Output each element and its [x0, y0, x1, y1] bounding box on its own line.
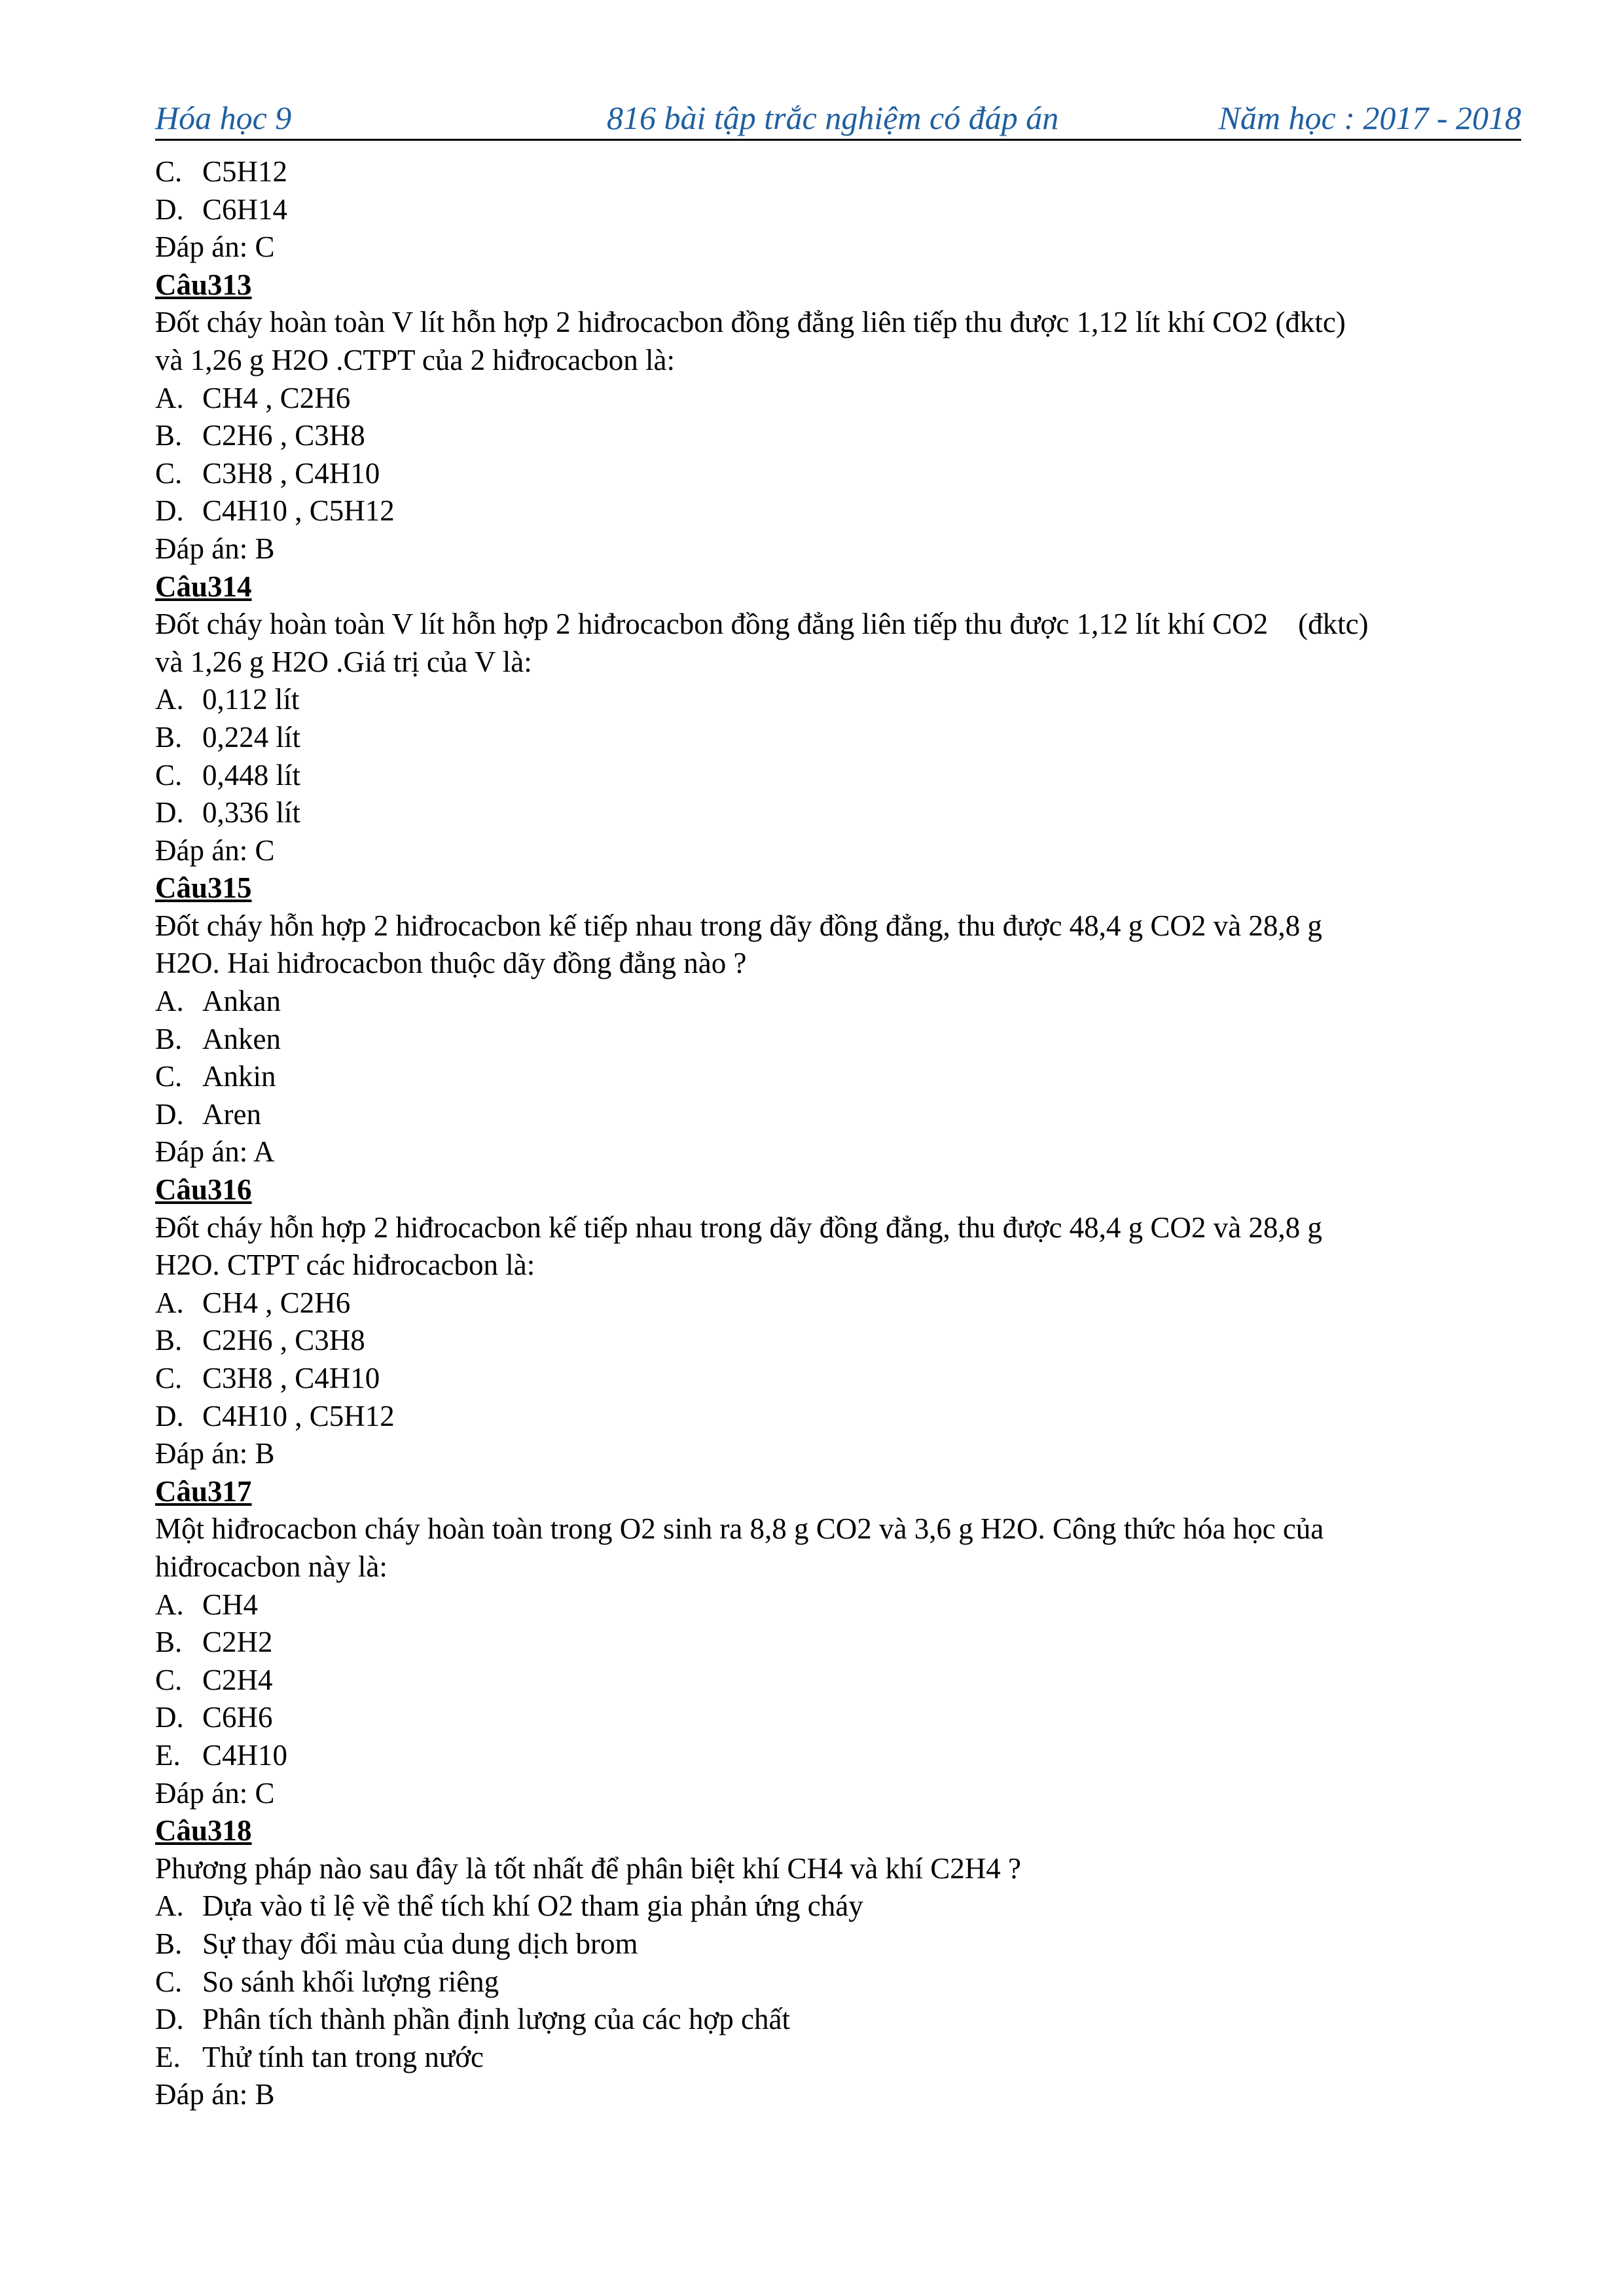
option-text: C2H4: [202, 1663, 273, 1696]
option-text: C6H6: [202, 1701, 273, 1734]
question-text: Đốt cháy hoàn toàn V lít hỗn hợp 2 hiđrocacbon đồng đẳng liên tiếp thu được 1,12 lít khí CO2: [155, 608, 1269, 641]
option-a: [155, 380, 1521, 418]
option-text: CH4 , C2H6: [202, 381, 351, 414]
option-text: 0,448 lít: [202, 758, 301, 792]
option-text: 0,224 lít: [202, 720, 301, 754]
answer-line: Đáp án: C: [155, 1776, 275, 1810]
question-text-line-2: H2O. Hai hiđrocacbon thuộc dãy đồng đẳng nào ?: [155, 947, 747, 980]
option-letter: A.: [155, 683, 184, 716]
question-text-line-1: Đốt cháy hoàn toàn V lít hỗn hợp 2 hiđrocacbon đồng đẳng liên tiếp thu được 1,12 lít khí CO2 (đktc): [155, 306, 1346, 339]
option-letter: D.: [155, 796, 184, 829]
option-text: Aren: [202, 1097, 261, 1131]
header-subject: Hóa học 9: [155, 100, 292, 136]
question-title: Câu318: [155, 1814, 252, 1848]
question-318: [155, 1812, 1521, 2114]
option-letter: C.: [155, 1362, 183, 1394]
option-a: [155, 681, 1521, 719]
option-b: [155, 1925, 1521, 1963]
option-b: [155, 1322, 1521, 1360]
option-letter: A.: [155, 381, 184, 414]
option-text: So sánh khối lượng riêng: [202, 1965, 499, 1998]
option-c: [155, 1360, 1521, 1398]
option-letter: C.: [155, 155, 183, 188]
option-a: [155, 1887, 1521, 1925]
question-text-line-2: và 1,26 g H2O .Giá trị của V là:: [155, 645, 532, 678]
option-text: C2H6 , C3H8: [202, 419, 365, 452]
option-text: Sự thay đổi màu của dung dịch brom: [202, 1927, 638, 1960]
option-letter: C.: [155, 456, 183, 490]
question-title: Câu316: [155, 1173, 252, 1207]
question-prev-tail: [155, 153, 1521, 266]
option-text: C6H14: [202, 192, 288, 226]
question-title: Câu313: [155, 268, 252, 301]
question-text-line-2: hiđrocacbon này là:: [155, 1550, 388, 1583]
option-a: [155, 1586, 1521, 1624]
option-e: [155, 2039, 1521, 2077]
option-c: [155, 153, 1521, 191]
option-a: [155, 1285, 1521, 1322]
option-letter: A.: [155, 1889, 184, 1923]
option-letter: D.: [155, 1399, 184, 1432]
answer-line: Đáp án: C: [155, 230, 275, 264]
option-text: C4H10 , C5H12: [202, 1399, 395, 1432]
question-text-line-1: Phương pháp nào sau đây là tốt nhất để phân biệt khí CH4 và khí C2H4 ?: [155, 1851, 1021, 1885]
question-text-line-2: và 1,26 g H2O .CTPT của 2 hiđrocacbon là:: [155, 343, 676, 376]
option-text: 0,336 lít: [202, 796, 301, 829]
option-letter: B.: [155, 1927, 183, 1960]
option-letter: D.: [155, 2003, 184, 2036]
option-letter: A.: [155, 985, 184, 1018]
option-b: [155, 1624, 1521, 1662]
option-text: Anken: [202, 1022, 281, 1055]
option-d: [155, 1699, 1521, 1737]
option-letter: E.: [155, 2040, 181, 2073]
option-b: [155, 719, 1521, 757]
option-text: C3H8 , C4H10: [202, 456, 380, 490]
option-letter: A.: [155, 1286, 184, 1319]
question-317: [155, 1473, 1521, 1812]
option-d: [155, 492, 1521, 530]
answer-line: Đáp án: B: [155, 2078, 275, 2111]
question-313: [155, 266, 1521, 568]
option-d: [155, 2001, 1521, 2039]
option-text: Thử tính tan trong nước: [202, 2040, 484, 2073]
question-title: Câu314: [155, 570, 252, 603]
option-text: C4H10 , C5H12: [202, 494, 395, 528]
question-text-line-1: Đốt cháy hỗn hợp 2 hiđrocacbon kế tiếp nhau trong dãy đồng đẳng, thu được 48,4 g CO2 và 28,8 g: [155, 909, 1322, 942]
answer-line: Đáp án: C: [155, 833, 275, 867]
option-d: [155, 794, 1521, 832]
question-315: [155, 869, 1521, 1171]
question-text-line-1: [155, 606, 1521, 644]
option-text: C3H8 , C4H10: [202, 1362, 380, 1394]
option-letter: D.: [155, 192, 184, 226]
option-c: [155, 1662, 1521, 1700]
option-letter: A.: [155, 1588, 184, 1621]
option-text: CH4: [202, 1588, 259, 1621]
option-letter: D.: [155, 1701, 184, 1734]
option-text: C2H2: [202, 1626, 273, 1659]
header-year: Năm học : 2017 - 2018: [1218, 100, 1521, 136]
page-header: [155, 97, 1521, 141]
document-body: [155, 153, 1521, 2114]
header-title: 816 bài tập trắc nghiệm có đáp án: [607, 100, 1059, 136]
option-letter: C.: [155, 1663, 183, 1696]
option-text: CH4 , C2H6: [202, 1286, 351, 1319]
option-a: [155, 983, 1521, 1021]
question-text-line-1: Đốt cháy hỗn hợp 2 hiđrocacbon kế tiếp nhau trong dãy đồng đẳng, thu được 48,4 g CO2 và 28,8 g: [155, 1211, 1322, 1244]
option-e: [155, 1737, 1521, 1775]
option-text: C2H6 , C3H8: [202, 1324, 365, 1357]
answer-line: Đáp án: B: [155, 1437, 275, 1470]
answer-line: Đáp án: A: [155, 1135, 275, 1169]
option-letter: C.: [155, 758, 183, 792]
option-d: [155, 1096, 1521, 1134]
option-letter: C.: [155, 1060, 183, 1093]
option-c: [155, 1963, 1521, 2001]
option-c: [155, 757, 1521, 795]
option-letter: C.: [155, 1965, 183, 1998]
option-c: [155, 455, 1521, 493]
option-letter: B.: [155, 1324, 183, 1357]
question-314: [155, 568, 1521, 870]
option-text: Ankin: [202, 1060, 276, 1093]
option-text: 0,112 lít: [202, 683, 300, 716]
option-d: [155, 1398, 1521, 1436]
question-text-suffix: (đktc): [1298, 608, 1369, 641]
answer-line: Đáp án: B: [155, 532, 275, 565]
question-title: Câu317: [155, 1474, 252, 1508]
option-d: [155, 191, 1521, 229]
option-letter: B.: [155, 419, 183, 452]
option-letter: D.: [155, 494, 184, 528]
option-letter: B.: [155, 720, 183, 754]
option-text: Phân tích thành phần định lượng của các hợp chất: [202, 2003, 790, 2036]
option-letter: B.: [155, 1022, 183, 1055]
question-316: [155, 1171, 1521, 1473]
option-text: Dựa vào tỉ lệ về thể tích khí O2 tham gia phản ứng cháy: [202, 1889, 863, 1923]
option-text: C4H10: [202, 1738, 288, 1772]
option-b: [155, 1021, 1521, 1059]
option-letter: B.: [155, 1626, 183, 1659]
question-text-line-1: Một hiđrocacbon cháy hoàn toàn trong O2 sinh ra 8,8 g CO2 và 3,6 g H2O. Công thức hóa học của: [155, 1512, 1324, 1546]
option-c: [155, 1058, 1521, 1096]
option-text: C5H12: [202, 155, 288, 188]
option-letter: D.: [155, 1097, 184, 1131]
option-letter: E.: [155, 1738, 181, 1772]
question-title: Câu315: [155, 871, 252, 905]
option-text: Ankan: [202, 985, 281, 1018]
option-b: [155, 417, 1521, 455]
question-text-line-2: H2O. CTPT các hiđrocacbon là:: [155, 1248, 535, 1282]
